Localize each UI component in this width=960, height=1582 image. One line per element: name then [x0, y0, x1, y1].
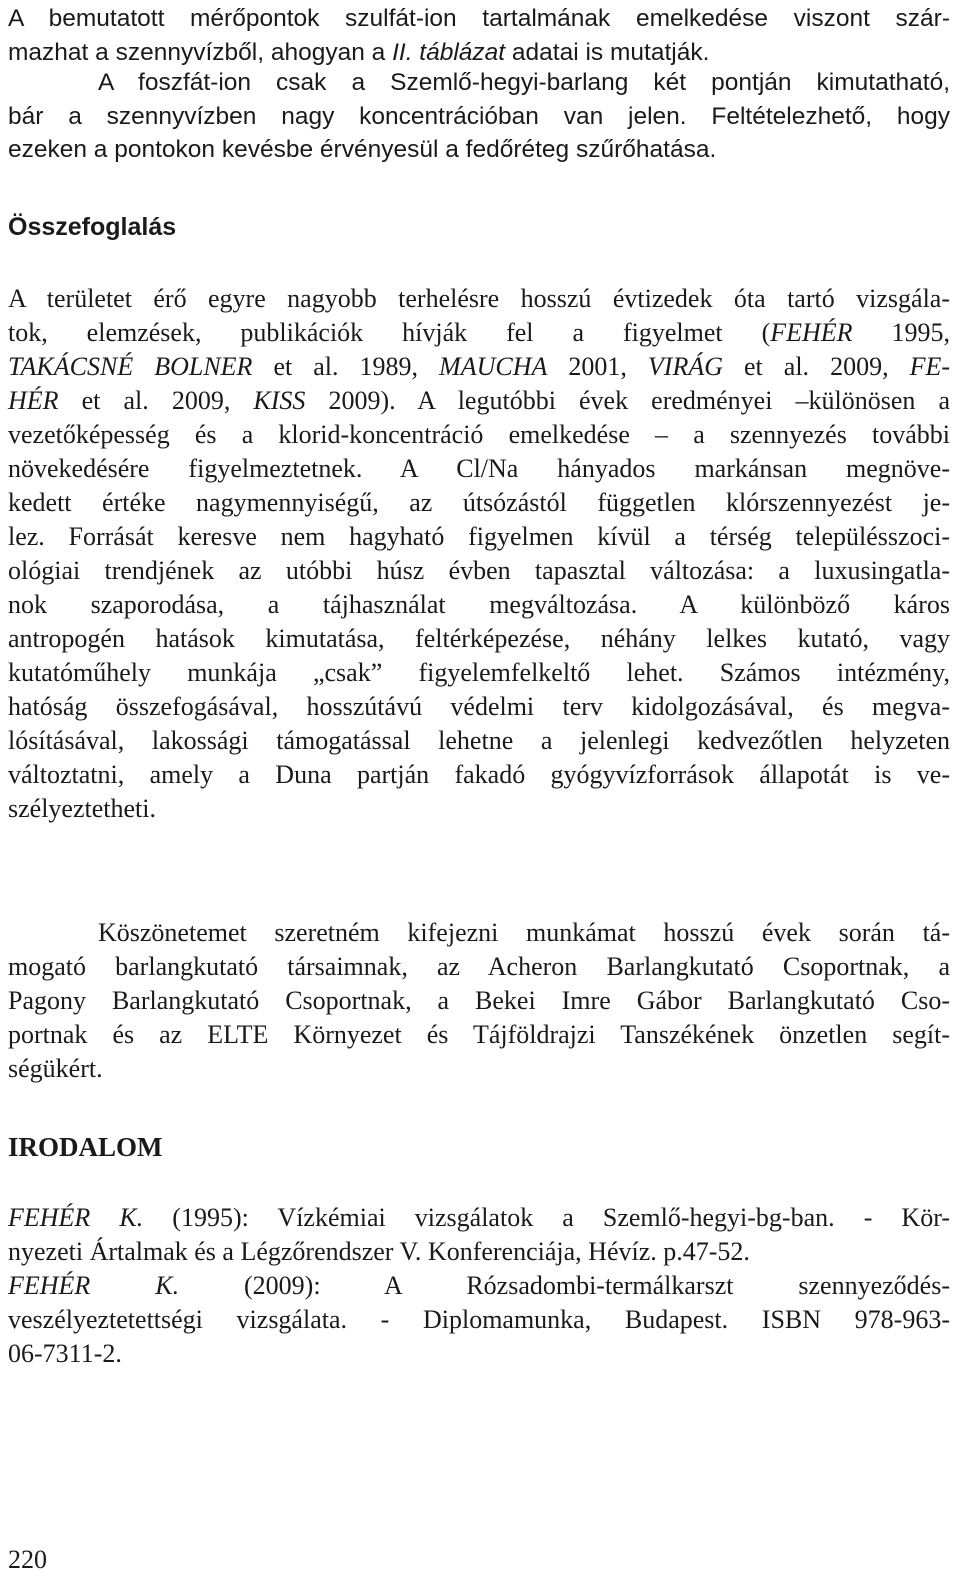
- text-span: adatai is mutatják.: [505, 39, 710, 66]
- text-span: ezeken a pontokon kevésbe érvényesül a fedőréteg szűrőhatása.: [8, 136, 717, 163]
- italic-text: FEHÉR K.: [8, 1203, 144, 1232]
- text-span: tok, elemzések, publikációk hívják fel a figyelmet (: [8, 318, 771, 347]
- text-line: [8, 950, 950, 984]
- italic-text: FEHÉR K.: [8, 1271, 180, 1300]
- text-line: [8, 1269, 950, 1303]
- text-span: bár a szennyvízben nagy koncentrációban van jelen. Feltételezhető, hogy: [8, 103, 950, 130]
- text-span: ségükért.: [8, 1054, 103, 1083]
- text-line: [8, 1052, 950, 1086]
- text-line: [8, 384, 950, 418]
- text-span: kedett értéke nagymennyiségű, az útsózástól független klórszennyezést je-: [8, 488, 950, 517]
- text-line: [8, 316, 950, 350]
- text-line: [8, 2, 950, 36]
- text-line: [8, 1337, 950, 1371]
- text-line: [8, 984, 950, 1018]
- text-span: et al. 1989,: [252, 352, 440, 381]
- italic-text: VIRÁG: [647, 352, 723, 381]
- summary-heading: Összefoglalás: [8, 213, 177, 241]
- text-span: Köszönetemet szeretném kifejezni munkámat hosszú évek során tá-: [98, 918, 950, 947]
- text-line: [8, 1201, 950, 1235]
- text-line: [8, 554, 950, 588]
- italic-text: MAUCHA: [439, 352, 548, 381]
- text-span: veszélyeztetettségi vizsgálata. - Diplomamunka, Budapest. ISBN 978-963-: [8, 1305, 950, 1334]
- text-span: vezetőképesség és a klorid-koncentráció emelkedése – a szennyezés további: [8, 420, 950, 449]
- text-line: [8, 486, 950, 520]
- text-span: szélyeztetheti.: [8, 794, 156, 823]
- text-span: et al. 2009,: [58, 386, 254, 415]
- text-span: lez. Forrását keresve nem hagyható figyelmen kívül a térség településszoci-: [8, 522, 950, 551]
- text-line: [8, 350, 950, 384]
- text-line: [8, 588, 950, 622]
- text-line: [8, 622, 950, 656]
- text-line: [8, 520, 950, 554]
- text-span: antropogén hatások kimutatása, feltérképezése, néhány lelkes kutató, vagy: [8, 624, 950, 653]
- text-line: [8, 1303, 950, 1337]
- text-span: portnak és az ELTE Környezet és Tájföldrajzi Tanszékének önzetlen segít-: [8, 1020, 950, 1049]
- text-line: [8, 1235, 950, 1269]
- text-span: növekedésére figyelmeztetnek. A Cl/Na hányados markánsan megnöve-: [8, 454, 950, 483]
- text-span: kutatóműhely munkája „csak” figyelemfelkeltő lehet. Számos intézmény,: [8, 658, 950, 687]
- italic-text: FEHÉR: [770, 318, 853, 347]
- text-line: [8, 724, 950, 758]
- text-span: 1995,: [852, 318, 951, 347]
- italic-text: FE-: [909, 352, 951, 381]
- italic-text: TAKÁCSNÉ BOLNER: [8, 352, 253, 381]
- text-span: et al. 2009,: [723, 352, 910, 381]
- text-line: [98, 66, 950, 100]
- text-line: [8, 758, 950, 792]
- text-line: [8, 100, 950, 134]
- text-line: [8, 690, 950, 724]
- text-span: hatóság összefogásával, hosszútávú védelmi terv kidolgozásával, és megva-: [8, 692, 950, 721]
- text-span: Pagony Barlangkutató Csoportnak, a Bekei Imre Gábor Barlangkutató Cso-: [8, 986, 950, 1015]
- italic-text: II. táblázat: [392, 39, 506, 66]
- references-heading: IRODALOM: [8, 1132, 163, 1162]
- text-line: [8, 36, 950, 70]
- text-line: [8, 452, 950, 486]
- text-line: [8, 1018, 950, 1052]
- text-line: [98, 916, 950, 950]
- text-span: mogató barlangkutató társaimnak, az Acheron Barlangkutató Csoportnak, a: [8, 952, 950, 981]
- page-number: 220: [8, 1545, 47, 1574]
- text-span: 2009). A legutóbbi évek eredményei –különösen a: [305, 386, 951, 415]
- text-line: [8, 133, 950, 167]
- text-span: A foszfát-ion csak a Szemlő-hegyi-barlang két pontján kimutatható,: [98, 69, 950, 96]
- text-span: nyezeti Ártalmak és a Légzőrendszer V. Konferenciája, Hévíz. p.47-52.: [8, 1237, 750, 1266]
- text-span: lósításával, lakossági támogatással lehetne a jelenlegi kedvezőtlen helyzeten: [8, 726, 950, 755]
- italic-text: KISS: [253, 386, 306, 415]
- text-span: A bemutatott mérőpontok szulfát-ion tartalmának emelkedése viszont szár-: [8, 5, 950, 32]
- text-line: [8, 792, 950, 826]
- text-span: (2009): A Rózsadombi-termálkarszt szennyeződés-: [179, 1271, 950, 1300]
- text-line: [8, 656, 950, 690]
- text-span: ológiai trendjének az utóbbi húsz évben tapasztal változása: a luxusingatla-: [8, 556, 950, 585]
- text-span: nok szaporodása, a tájhasználat megváltozása. A különböző káros: [8, 590, 950, 619]
- text-span: 2001,: [547, 352, 648, 381]
- text-span: 06-7311-2.: [8, 1339, 122, 1368]
- text-span: (1995): Vízkémiai vizsgálatok a Szemlő-hegyi-bg-ban. - Kör-: [143, 1203, 950, 1232]
- italic-text: HÉR: [8, 386, 59, 415]
- text-span: mazhat a szennyvízből, ahogyan a: [8, 39, 393, 66]
- text-span: A területet érő egyre nagyobb terhelésre hosszú évtizedek óta tartó vizsgála-: [8, 284, 950, 313]
- text-span: változtatni, amely a Duna partján fakadó gyógyvízforrások állapotát is ve-: [8, 760, 950, 789]
- text-line: [8, 282, 950, 316]
- text-line: [8, 418, 950, 452]
